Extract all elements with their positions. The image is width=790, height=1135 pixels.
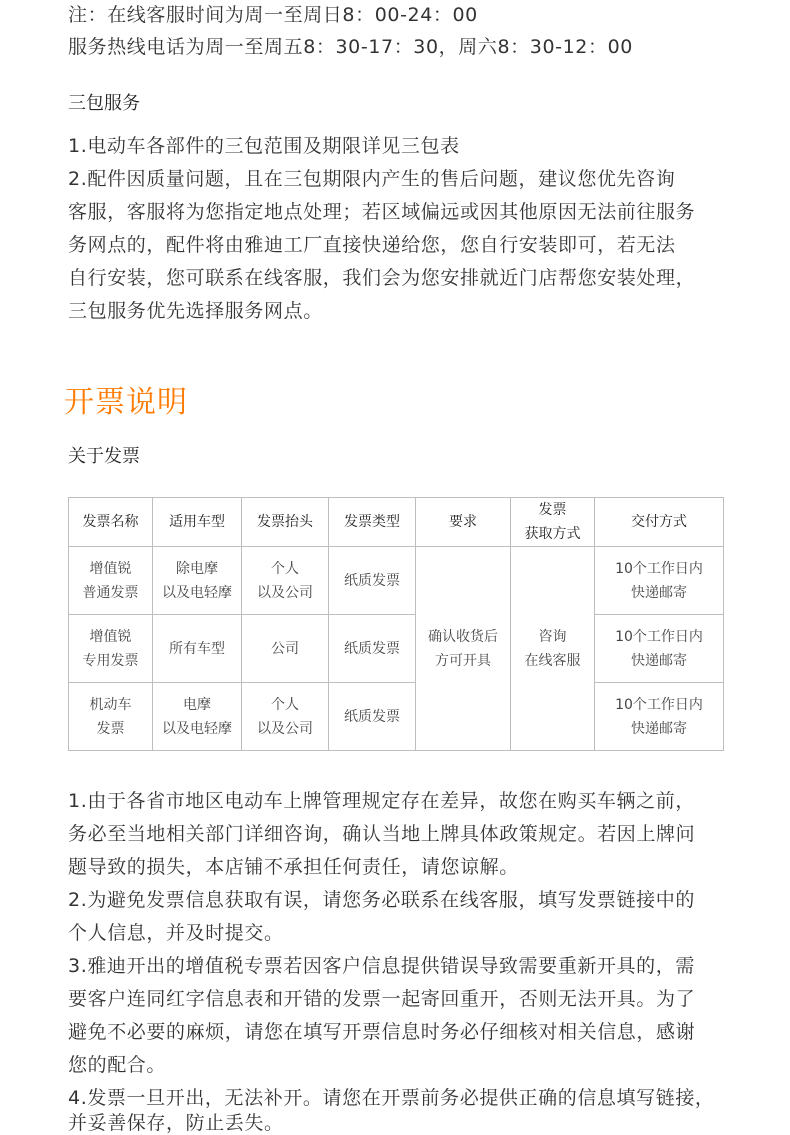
cell-text: 专用发票 — [82, 652, 139, 669]
table-row — [69, 615, 724, 683]
header-invoice-title: 发票抬头 — [242, 498, 329, 547]
cell-invoice-title — [242, 615, 329, 683]
invoice-note-line: 4.发票一旦开出，无法补开。请您在开票前务必提供正确的信息填写链接， — [68, 1087, 715, 1109]
cell-invoice-title — [242, 547, 329, 615]
cell-get-method — [511, 547, 595, 751]
invoice-note-line: 务必至当地相关部门详细咨询，确认当地上牌具体政策规定。若因上牌问 — [68, 823, 696, 845]
cell-text: 普通发票 — [82, 584, 139, 601]
invoice-note-line: 3.雅迪开出的增值税专票若因客户信息提供错误导致需要重新开具的，需 — [68, 955, 695, 977]
cell-text: 以及电轻摩 — [162, 720, 232, 737]
invoice-note-line: 个人信息，并及时提交。 — [68, 922, 284, 944]
header-get-method-line: 获取方式 — [524, 526, 581, 542]
invoice-subheading: 关于发票 — [68, 446, 140, 467]
cell-text: 快递邮寄 — [631, 652, 687, 669]
cell-delivery — [595, 683, 724, 751]
invoice-note-line: 2.为避免发票信息获取有误，请您务必联系在线客服，填写发票链接中的 — [68, 889, 695, 911]
warranty-line: 三包服务优先选择服务网点。 — [68, 300, 323, 322]
cell-vehicle-model — [153, 547, 242, 615]
cell-invoice-name — [69, 615, 153, 683]
cell-text: 个人 — [271, 560, 299, 577]
table-row — [69, 683, 724, 751]
cell-text: 以及公司 — [257, 720, 313, 737]
invoice-note-line: 并妥善保存，防止丢失。 — [68, 1112, 284, 1134]
header-requirement: 要求 — [416, 498, 511, 547]
invoice-note-line: 避免不必要的麻烦，请您在填写开票信息时务必仔细核对相关信息，感谢 — [68, 1021, 696, 1043]
cell-text: 除电摩 — [176, 560, 218, 577]
cell-text: 10个工作日内 — [615, 560, 703, 577]
cell-delivery — [595, 615, 724, 683]
warranty-line: 客服，客服将为您指定地点处理；若区域偏远或因其他原因无法前往服务 — [68, 201, 696, 223]
cell-invoice-title — [242, 683, 329, 751]
cell-text: 个人 — [271, 696, 299, 713]
invoice-table — [68, 497, 724, 751]
cell-invoice-type — [329, 615, 416, 683]
cell-text: 10个工作日内 — [615, 628, 703, 645]
header-invoice-name: 发票名称 — [69, 498, 153, 547]
cell-vehicle-model — [153, 615, 242, 683]
header-invoice-type: 发票类型 — [329, 498, 416, 547]
cell-text: 电摩 — [183, 696, 211, 713]
cell-text: 纸质发票 — [344, 708, 400, 725]
invoice-note-line: 题导致的损失，本店铺不承担任何责任，请您谅解。 — [68, 856, 519, 878]
cell-delivery — [595, 547, 724, 615]
cell-text: 咨询 — [538, 628, 567, 645]
invoice-note-line: 要客户连同红字信息表和开错的发票一起寄回重开，否则无法开具。为了 — [68, 988, 696, 1010]
cell-text: 快递邮寄 — [631, 584, 687, 601]
cell-text: 在线客服 — [524, 652, 581, 669]
invoice-section-title: 开票说明 — [64, 385, 188, 420]
cell-text: 增值锐 — [89, 628, 132, 645]
warranty-line: 2.配件因质量问题，且在三包期限内产生的售后问题，建议您优先咨询 — [68, 168, 676, 190]
header-vehicle-model: 适用车型 — [153, 498, 242, 547]
warranty-line: 务网点的，配件将由雅迪工厂直接快递给您，您自行安装即可，若无法 — [68, 234, 676, 256]
cell-text: 方可开具 — [435, 652, 491, 669]
cell-invoice-name — [69, 547, 153, 615]
warranty-heading: 三包服务 — [68, 93, 140, 114]
cell-text: 以及电轻摩 — [162, 584, 232, 601]
header-get-method-line: 发票 — [538, 502, 567, 518]
cell-text: 以及公司 — [257, 584, 313, 601]
cell-text: 纸质发票 — [344, 572, 400, 589]
service-hours-line-2: 服务热线电话为周一至周五8：30-17：30，周六8：30-12：00 — [68, 36, 633, 58]
cell-text: 10个工作日内 — [615, 696, 703, 713]
cell-text: 发票 — [96, 720, 125, 737]
cell-invoice-name — [69, 683, 153, 751]
cell-text: 机动车 — [89, 696, 132, 713]
cell-vehicle-model — [153, 683, 242, 751]
cell-text: 确认收货后 — [428, 628, 498, 645]
cell-invoice-type — [329, 683, 416, 751]
table-row — [69, 547, 724, 615]
cell-text: 公司 — [271, 640, 299, 657]
cell-text: 增值锐 — [89, 560, 132, 577]
warranty-line: 1.电动车各部件的三包范围及期限详见三包表 — [68, 135, 460, 157]
cell-text: 快递邮寄 — [631, 720, 687, 737]
invoice-note-line: 您的配合。 — [68, 1054, 167, 1076]
warranty-line: 自行安装，您可联系在线客服，我们会为您安排就近门店帮您安装处理， — [68, 267, 696, 289]
invoice-note-line: 1.由于各省市地区电动车上牌管理规定存在差异，故您在购买车辆之前， — [68, 790, 695, 812]
cell-text: 纸质发票 — [344, 640, 400, 657]
cell-requirement — [416, 547, 511, 751]
cell-text: 所有车型 — [169, 640, 225, 657]
header-get-method — [511, 498, 595, 547]
cell-invoice-type — [329, 547, 416, 615]
service-hours-line-1: 注：在线客服时间为周一至周日8：00-24：00 — [68, 4, 478, 26]
invoice-table-header-row — [69, 498, 724, 547]
header-delivery: 交付方式 — [595, 498, 724, 547]
